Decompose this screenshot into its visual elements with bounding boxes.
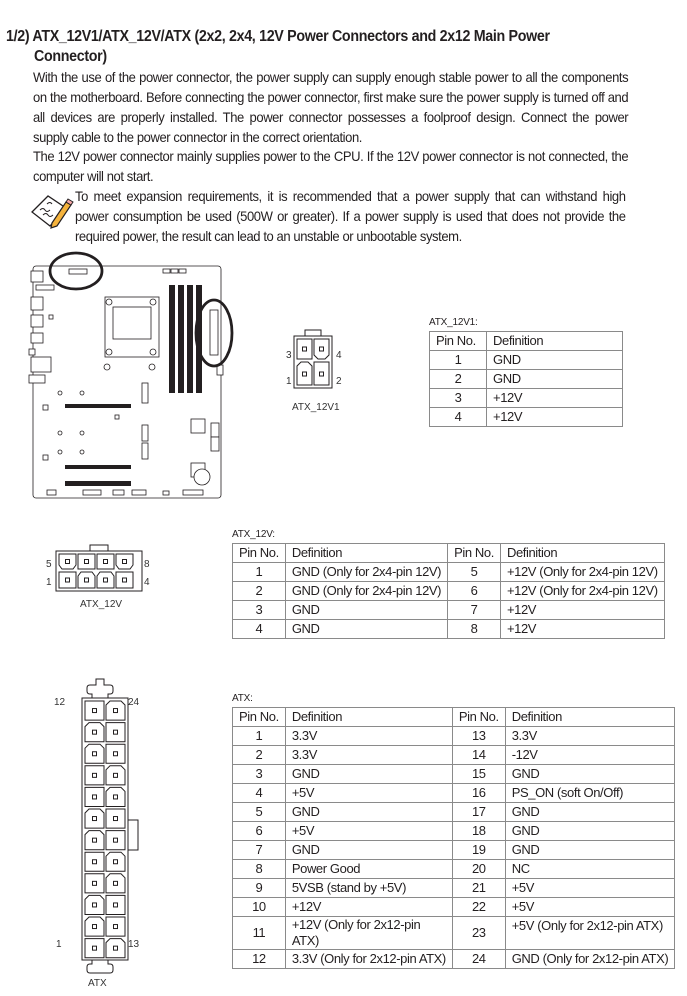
atx-12v-header [69, 269, 87, 274]
pin-definition: GND (Only for 2x4-pin 12V) [285, 582, 447, 601]
pcie-slot [65, 465, 131, 469]
pin-definition: +12V [285, 898, 452, 917]
pin-number: 15 [452, 765, 505, 784]
table-row [233, 601, 665, 620]
connector-label: ATX [88, 978, 107, 989]
pin-definition: +5V [285, 822, 452, 841]
pin-definition: +12V (Only for 2x4-pin 12V) [500, 563, 664, 582]
table-header-row [233, 708, 675, 727]
header-cell: Pin No. [452, 708, 505, 727]
pin-number: 8 [233, 860, 286, 879]
pcie-slot [65, 481, 131, 486]
atx-connector-diagram [50, 675, 150, 991]
pin-number: 6 [448, 582, 501, 601]
atx-pin-table [232, 707, 675, 969]
table-row [233, 563, 665, 582]
pin-label: 5 [46, 559, 52, 570]
power-supply-note: To meet expansion requirements, it is recommended that a power supply that can withstand high power consumption be used (500W or greater). If a power supply is used that does not provide the required power, the result can lead to an unstable or unbootable system. [75, 188, 626, 244]
pin-definition: +5V (Only for 2x12-pin ATX) [505, 917, 675, 950]
pin-contact [93, 925, 97, 929]
pin-number: 8 [448, 620, 501, 639]
pin-number: 7 [448, 601, 501, 620]
pin-label: 4 [144, 577, 150, 588]
pin-definition: GND (Only for 2x12-pin ATX) [505, 950, 675, 969]
pin-contact [114, 946, 118, 950]
pin-definition: GND [285, 765, 452, 784]
header-cell: Pin No. [430, 332, 487, 351]
pin-number: 13 [452, 727, 505, 746]
pin-definition: 3.3V (Only for 2x12-pin ATX) [285, 950, 452, 969]
pin-definition: GND [285, 841, 452, 860]
header-cell: Pin No. [233, 544, 286, 563]
pin-number: 23 [452, 917, 505, 950]
table-row [233, 784, 675, 803]
pin-number: 12 [233, 950, 286, 969]
pin-label: 1 [56, 939, 62, 950]
pin-number: 1 [430, 351, 487, 370]
pin-number: 6 [233, 822, 286, 841]
pin-label: 2 [336, 376, 342, 387]
pin-number: 24 [452, 950, 505, 969]
atx-12v-caption: ATX_12V: [232, 529, 275, 540]
motherboard-diagram [25, 245, 250, 505]
table-row [233, 841, 675, 860]
pin-contact [114, 709, 118, 713]
dimm-slot [187, 285, 193, 393]
pin-definition: 3.3V [285, 746, 452, 765]
pin-number: 3 [430, 389, 487, 408]
pin-contact [93, 860, 97, 864]
latch-top [87, 679, 113, 698]
pin-number: 16 [452, 784, 505, 803]
pin-label: 8 [144, 559, 150, 570]
pin-number: 1 [233, 727, 286, 746]
pin-number: 2 [430, 370, 487, 389]
table-row [233, 917, 675, 950]
pin-number: 22 [452, 898, 505, 917]
table-row [233, 620, 665, 639]
pin-definition: -12V [505, 746, 675, 765]
pin-definition: +12V [500, 601, 664, 620]
pin-contact [93, 881, 97, 885]
table-row [430, 351, 623, 370]
pin-definition: 3.3V [285, 727, 452, 746]
section-title-continued: Connector) [34, 48, 107, 65]
table-row [430, 408, 623, 427]
pin-definition: GND [505, 765, 675, 784]
pin-contact [114, 752, 118, 756]
pin-contact [114, 860, 118, 864]
pin-number: 5 [448, 563, 501, 582]
pin-definition: +12V (Only for 2x4-pin 12V) [500, 582, 664, 601]
section-title: 1/2) ATX_12V1/ATX_12V/ATX (2x2, 2x4, 12V Power Connectors and 2x12 Main Power [6, 28, 550, 45]
pin-contact [93, 795, 97, 799]
pin-definition: PS_ON (soft On/Off) [505, 784, 675, 803]
pin-definition: GND [505, 822, 675, 841]
header-cell: Definition [487, 332, 623, 351]
atx-main-header [210, 310, 218, 355]
pin-contact [114, 838, 118, 842]
pin-label: 24 [128, 697, 140, 708]
pin-contact [114, 730, 118, 734]
dimm-slot [169, 285, 175, 393]
pin-number: 2 [233, 582, 286, 601]
cpu-power-paragraph: The 12V power connector mainly supplies power to the CPU. If the 12V power connector is not connected, the computer will not start. [33, 148, 629, 184]
pin-definition: GND [285, 803, 452, 822]
pin-definition: +5V [505, 898, 675, 917]
pin-label: 4 [336, 350, 342, 361]
pin-definition: +12V (Only for 2x12-pin ATX) [285, 917, 452, 950]
pin-contact [93, 946, 97, 950]
pin-label: 3 [286, 350, 292, 361]
pin-number: 14 [452, 746, 505, 765]
header-cell: Pin No. [233, 708, 286, 727]
connector-label: ATX_12V [80, 599, 123, 610]
pin-number: 19 [452, 841, 505, 860]
pin-contact [114, 795, 118, 799]
table-row [430, 389, 623, 408]
pin-definition: GND [487, 351, 623, 370]
pin-label: 1 [46, 577, 52, 588]
pin-contact [93, 838, 97, 842]
table-row [233, 860, 675, 879]
atx-12v1-connector-diagram [280, 330, 370, 420]
table-row [233, 765, 675, 784]
pin-definition: 5VSB (stand by +5V) [285, 879, 452, 898]
latch-bottom [87, 960, 113, 973]
pin-number: 20 [452, 860, 505, 879]
pin-number: 1 [233, 563, 286, 582]
pin-number: 4 [233, 784, 286, 803]
table-row [233, 879, 675, 898]
table-row [233, 803, 675, 822]
pin-number: 3 [233, 601, 286, 620]
atx-12v-connector-diagram [40, 545, 160, 615]
pin-contact [93, 730, 97, 734]
table-header-row [233, 544, 665, 563]
pin-contact [93, 773, 97, 777]
pin-label: 12 [54, 697, 66, 708]
pin-contact [93, 817, 97, 821]
header-cell: Definition [285, 708, 452, 727]
pin-number: 9 [233, 879, 286, 898]
pin-contact [114, 881, 118, 885]
pin-contact [114, 903, 118, 907]
pin-definition: GND [505, 803, 675, 822]
pin-definition: GND [487, 370, 623, 389]
pin-number: 3 [233, 765, 286, 784]
pin-contact [93, 709, 97, 713]
table-header-row [430, 332, 623, 351]
side-key [128, 820, 138, 850]
table-row [233, 950, 675, 969]
header-cell: Pin No. [448, 544, 501, 563]
motherboard-layout-svg [25, 245, 250, 505]
pin-number: 18 [452, 822, 505, 841]
intro-paragraph: With the use of the power connector, the power supply can supply enough stable power to all the components on the motherboard. Before connecting the power connector, first make sure the power supply is turned off and all devices are properly installed. The power connector possesses a foolproof design. Connect the power supply cable to the power connector in the correct orientation. [33, 69, 629, 145]
dimm-slot [178, 285, 184, 393]
pin-number: 2 [233, 746, 286, 765]
pin-definition: NC [505, 860, 675, 879]
pin-definition: +12V [487, 408, 623, 427]
connector-label: ATX_12V1 [292, 402, 340, 413]
pin-number: 11 [233, 917, 286, 950]
pin-number: 7 [233, 841, 286, 860]
pcie-slot [65, 404, 131, 408]
note-pencil-icon [28, 190, 74, 230]
header-cell: Definition [285, 544, 447, 563]
atx-12v1-caption: ATX_12V1: [429, 317, 478, 328]
table-row [233, 727, 675, 746]
pin-definition: GND [285, 601, 447, 620]
atx-caption: ATX: [232, 693, 253, 704]
pin-number: 10 [233, 898, 286, 917]
pin-definition: GND (Only for 2x4-pin 12V) [285, 563, 447, 582]
pin-number: 17 [452, 803, 505, 822]
table-row [233, 898, 675, 917]
pin-definition: +5V [505, 879, 675, 898]
header-cell: Definition [505, 708, 675, 727]
pin-number: 4 [233, 620, 286, 639]
table-row [233, 582, 665, 601]
table-row [233, 746, 675, 765]
pin-definition: +5V [285, 784, 452, 803]
pin-definition: GND [505, 841, 675, 860]
pin-label: 13 [128, 939, 140, 950]
pin-definition: 3.3V [505, 727, 675, 746]
atx-12v1-pin-table [429, 331, 623, 427]
table-row [233, 822, 675, 841]
pin-definition: GND [285, 620, 447, 639]
pin-contact [93, 903, 97, 907]
pin-contact [93, 752, 97, 756]
pin-definition: Power Good [285, 860, 452, 879]
pin-contact [114, 773, 118, 777]
pin-number: 4 [430, 408, 487, 427]
header-cell: Definition [500, 544, 664, 563]
pin-definition: +12V [500, 620, 664, 639]
atx-12v-pin-table [232, 543, 665, 639]
table-row [430, 370, 623, 389]
pin-contact [114, 817, 118, 821]
pin-label: 1 [286, 376, 292, 387]
pin-number: 5 [233, 803, 286, 822]
pin-number: 21 [452, 879, 505, 898]
pin-contact [114, 925, 118, 929]
pin-definition: +12V [487, 389, 623, 408]
